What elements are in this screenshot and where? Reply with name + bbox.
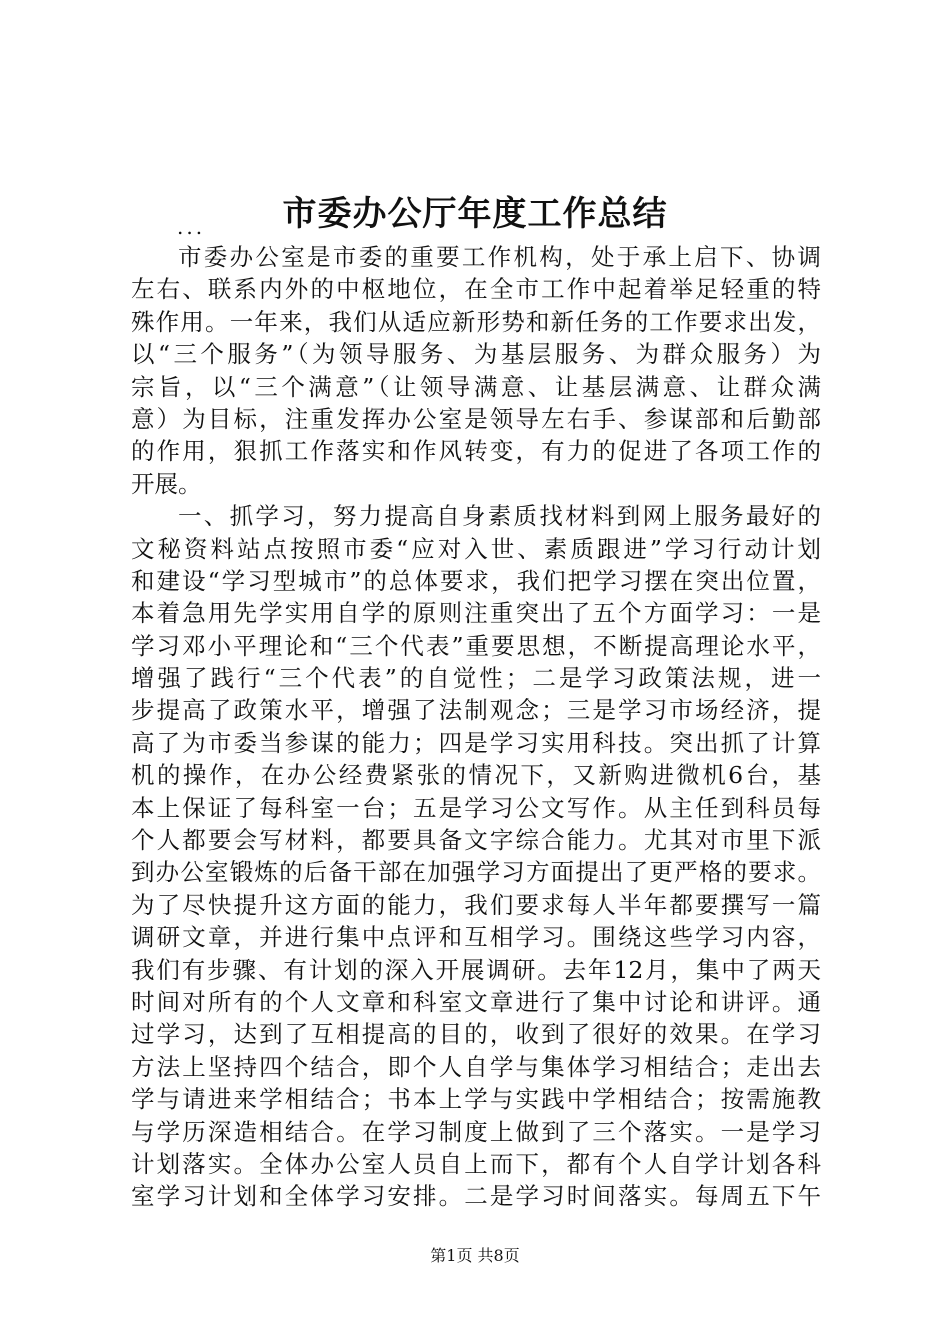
body-line: 到办公室锻炼的后备干部在加强学习方面提出了更严格的要求。 — [131, 858, 821, 887]
body-line: 殊作用。一年来，我们从适应新形势和新任务的工作要求出发， — [131, 307, 821, 336]
body-line: 开展。 — [131, 469, 202, 498]
body-line: 高了为市委当参谋的能力；四是学习实用科技。突出抓了计算 — [131, 728, 821, 757]
body-line: 市委办公室是市委的重要工作机构，处于承上启下、协调 — [178, 243, 821, 271]
body-line: 左右、联系内外的中枢地位，在全市工作中起着举足轻重的特 — [131, 275, 821, 304]
body-line: 意）为目标，注重发挥办公室是领导左右手、参谋部和后勤部 — [131, 404, 821, 433]
body-line: 室学习计划和全体学习安排。二是学习时间落实。每周五下午 — [131, 1182, 821, 1211]
body-line: 过学习，达到了互相提高的目的，收到了很好的效果。在学习 — [131, 1020, 821, 1049]
body-line: 的作用，狠抓工作落实和作风转变，有力的促进了各项工作的 — [131, 437, 821, 466]
body-line: 增强了践行“三个代表”的自觉性；二是学习政策法规，进一 — [131, 664, 821, 693]
body-line: 本上保证了每科室一台；五是学习公文写作。从主任到科员每 — [131, 793, 821, 822]
body-line: 步提高了政策水平，增强了法制观念；三是学习市场经济，提 — [131, 696, 821, 725]
body-line: 时间对所有的个人文章和科室文章进行了集中讨论和讲评。通 — [131, 987, 821, 1016]
body-line: 机的操作，在办公经费紧张的情况下，又新购进微机6台，基 — [131, 761, 821, 790]
body-line: 文秘资料站点按照市委“应对入世、素质跟进”学习行动计划 — [131, 534, 821, 563]
body-line: 方法上坚持四个结合，即个人自学与集体学习相结合；走出去 — [131, 1052, 821, 1081]
body-line: 和建设“学习型城市”的总体要求，我们把学习摆在突出位置， — [131, 566, 821, 595]
body-line: 我们有步骤、有计划的深入开展调研。去年12月，集中了两天 — [131, 955, 821, 984]
document-body — [131, 241, 821, 1213]
body-line: 本着急用先学实用自学的原则注重突出了五个方面学习：一是 — [131, 599, 821, 628]
body-line: 一、抓学习，努力提高自身素质找材料到网上服务最好的 — [178, 502, 821, 531]
page-footer: 第1页 共8页 — [430, 1246, 520, 1265]
ellipsis-mark: ... — [177, 215, 206, 239]
body-line: 宗旨，以“三个满意”（让领导满意、让基层满意、让群众满 — [131, 372, 821, 401]
body-line: 个人都要会写材料，都要具备文字综合能力。尤其对市里下派 — [131, 826, 821, 855]
document-title: 市委办公厅年度工作总结 — [282, 194, 668, 234]
body-line: 学习邓小平理论和“三个代表”重要思想，不断提高理论水平， — [131, 631, 821, 660]
body-line: 学与请进来学相结合；书本上学与实践中学相结合；按需施教 — [131, 1085, 821, 1114]
body-line: 以“三个服务”（为领导服务、为基层服务、为群众服务）为 — [131, 340, 821, 369]
body-line: 为了尽快提升这方面的能力，我们要求每人半年都要撰写一篇 — [131, 890, 821, 919]
body-line: 调研文章，并进行集中点评和互相学习。围绕这些学习内容， — [131, 923, 821, 952]
body-line: 计划落实。全体办公室人员自上而下，都有个人自学计划各科 — [131, 1149, 821, 1178]
body-line: 与学历深造相结合。在学习制度上做到了三个落实。一是学习 — [131, 1117, 821, 1146]
